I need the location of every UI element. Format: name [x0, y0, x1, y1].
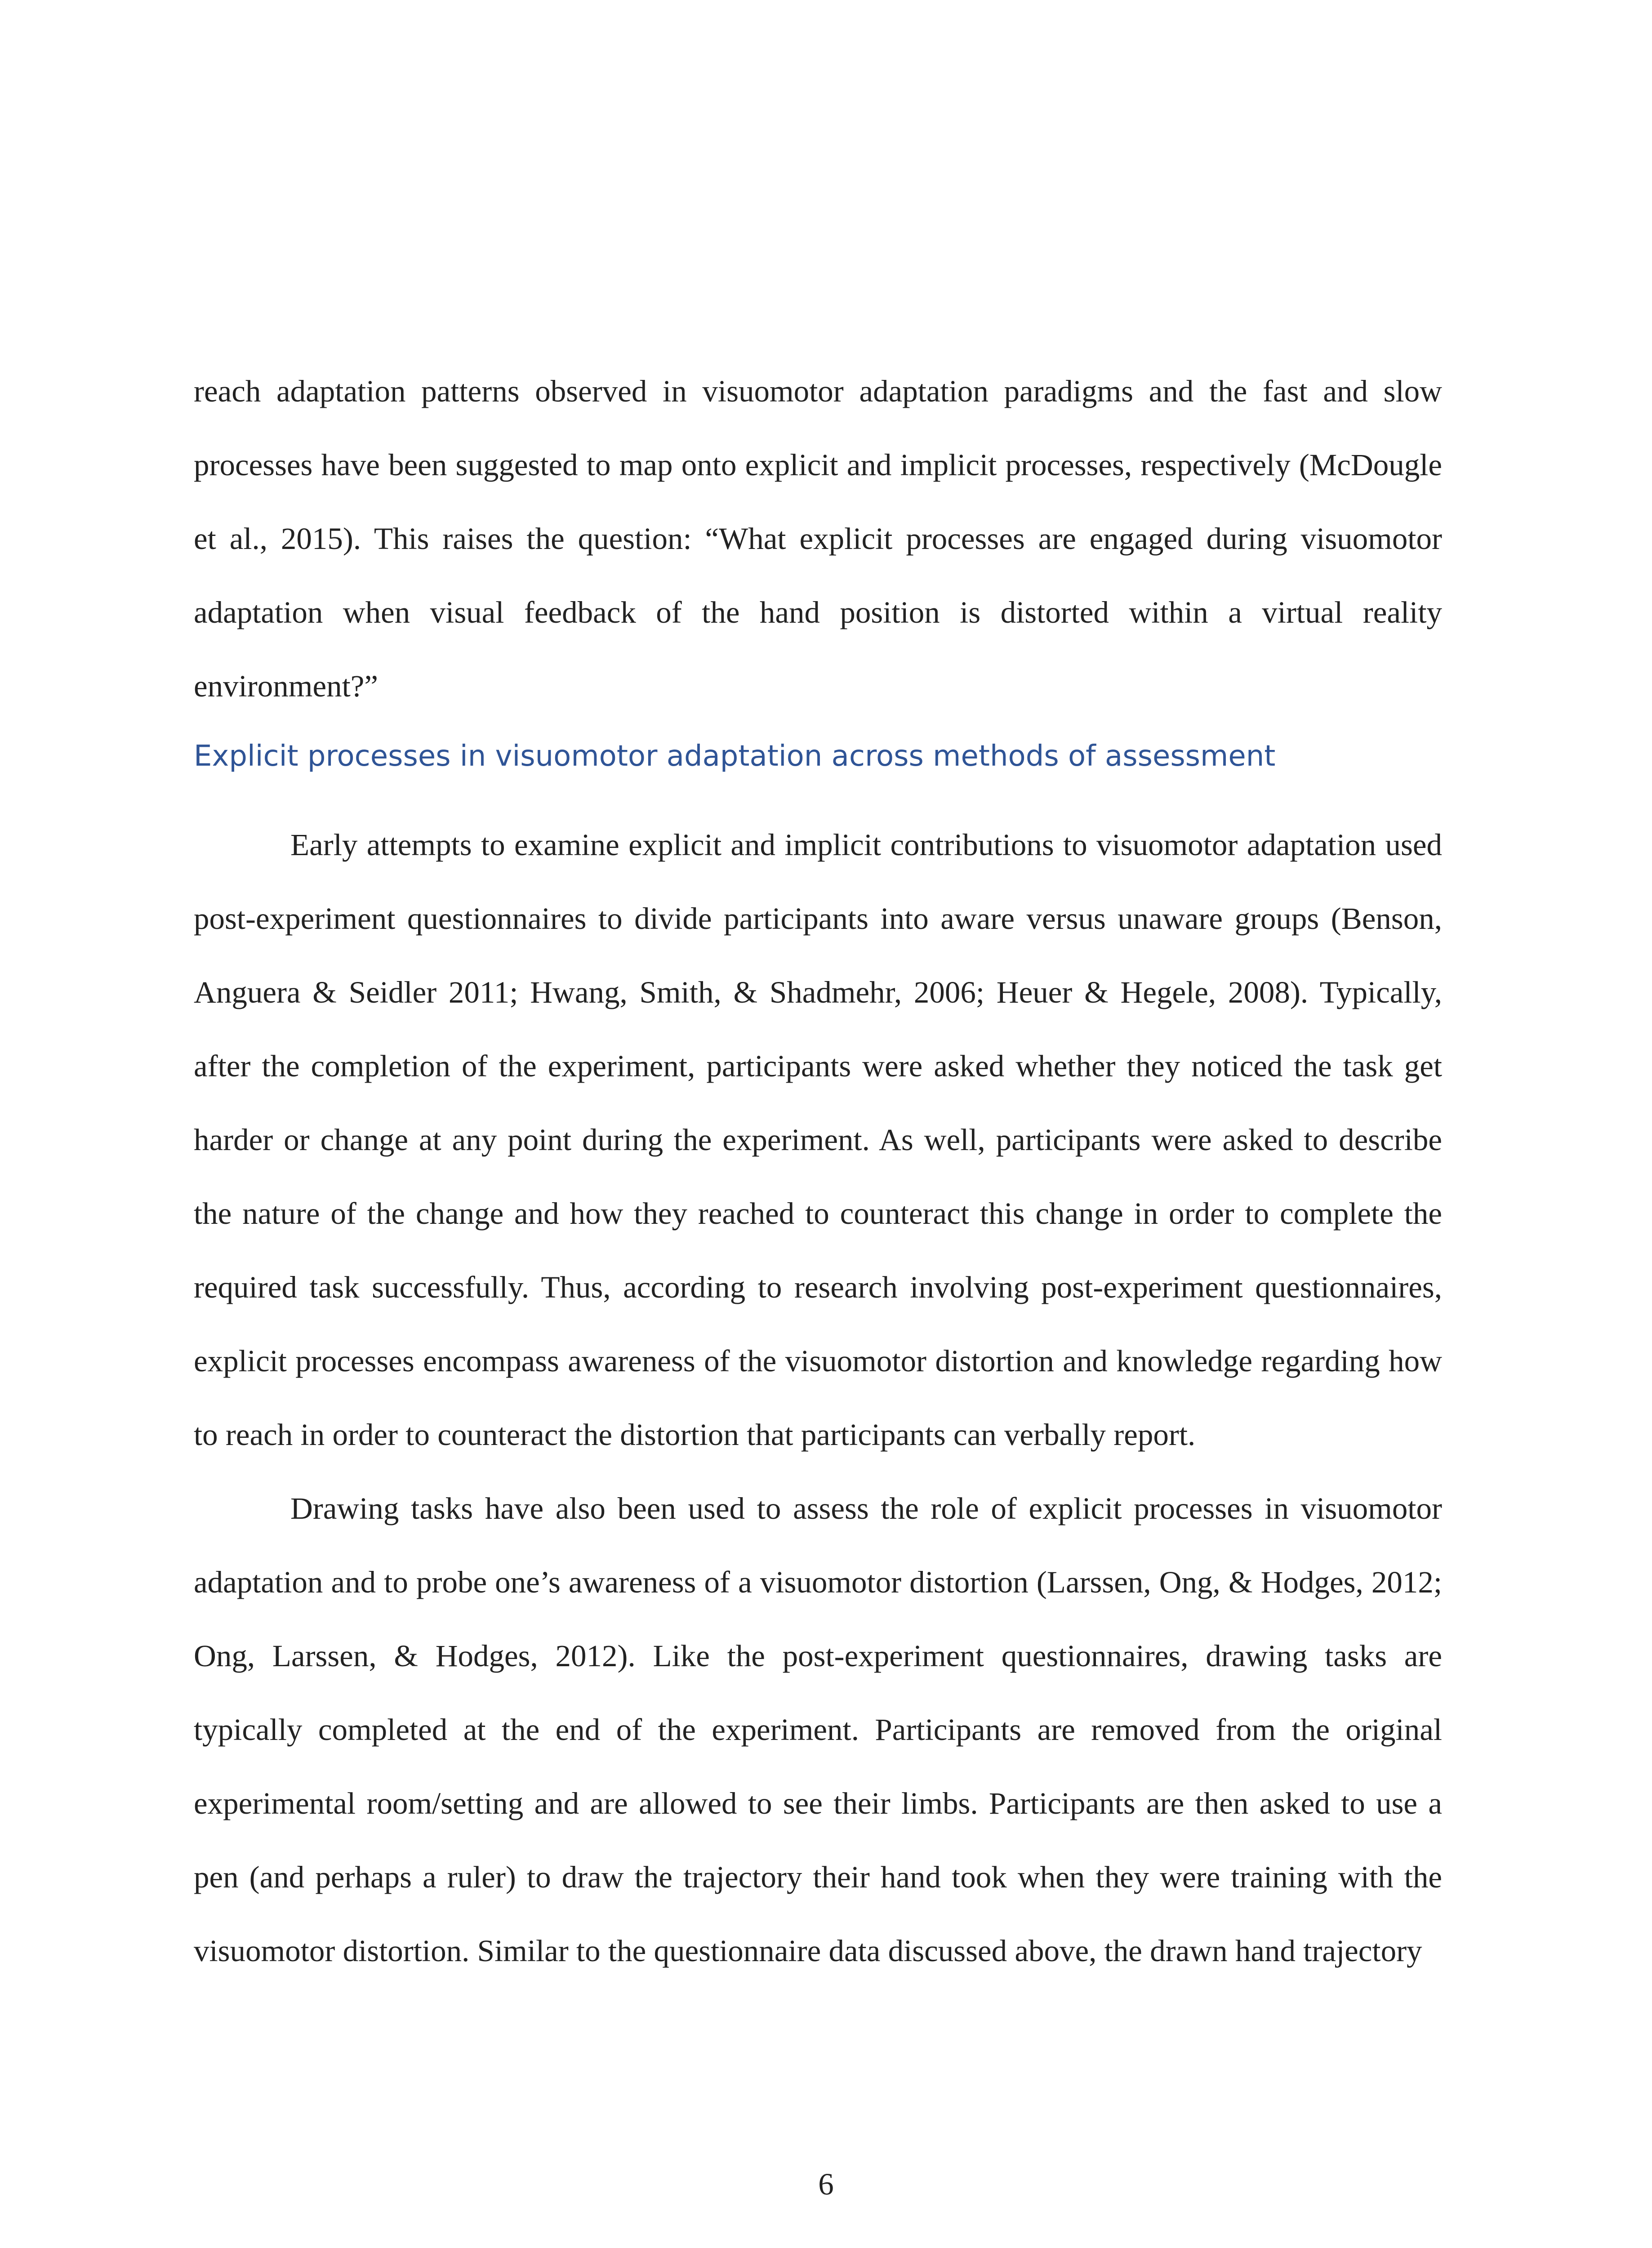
- page-number: 6: [818, 2167, 834, 2201]
- paragraph-continuation: [194, 354, 1442, 723]
- paragraph-drawing-tasks: [194, 1472, 1442, 1988]
- paragraph-1-text: reach adaptation patterns observed in visuomotor adaptation paradigms and the fast and slow processes have been suggested to map onto explicit and implicit processes, respectively (McDougle et al., 2015). This raises the question: “What explicit processes are engaged during visuomotor adaptation when visual feedback of the hand position is distorted within a virtual reality environment?”: [194, 374, 1442, 703]
- paragraph-2-text: Early attempts to examine explicit and implicit contributions to visuomotor adaptation used post-experiment questionnaires to divide participants into aware versus unaware groups (Benson, Anguera & Seidler 2011; Hwang, Smith, & Shadmehr, 2006; Heuer & Hegele, 2008). Typically, after the completion of the experiment, participants were asked whether they noticed the task get harder or change at any point during the experiment. As well, participants were asked to describe the nature of the change and how they reached to counteract this change in order to complete the required task successfully. Thus, according to research involving post-experiment questionnaires, explicit processes encompass awareness of the visuomotor distortion and knowledge regarding how to reach in order to counteract the distortion that participants can verbally report.: [194, 828, 1442, 1452]
- paragraph-3-text: Drawing tasks have also been used to assess the role of explicit processes in visuomotor adaptation and to probe one’s awareness of a visuomotor distortion (Larssen, Ong, & Hodges, 2012; Ong, Larssen, & Hodges, 2012). Like the post-experiment questionnaires, drawing tasks are typically completed at the end of the experiment. Participants are removed from the original experimental room/setting and are allowed to see their limbs. Participants are then asked to use a pen (and perhaps a ruler) to draw the trajectory their hand took when they were training with the visuomotor distortion. Similar to the questionnaire data discussed above, the drawn hand trajectory: [194, 1491, 1442, 1968]
- section-heading: Explicit processes in visuomotor adaptation across methods of assessment: [194, 740, 1276, 773]
- paragraph-questionnaires: [194, 808, 1442, 1472]
